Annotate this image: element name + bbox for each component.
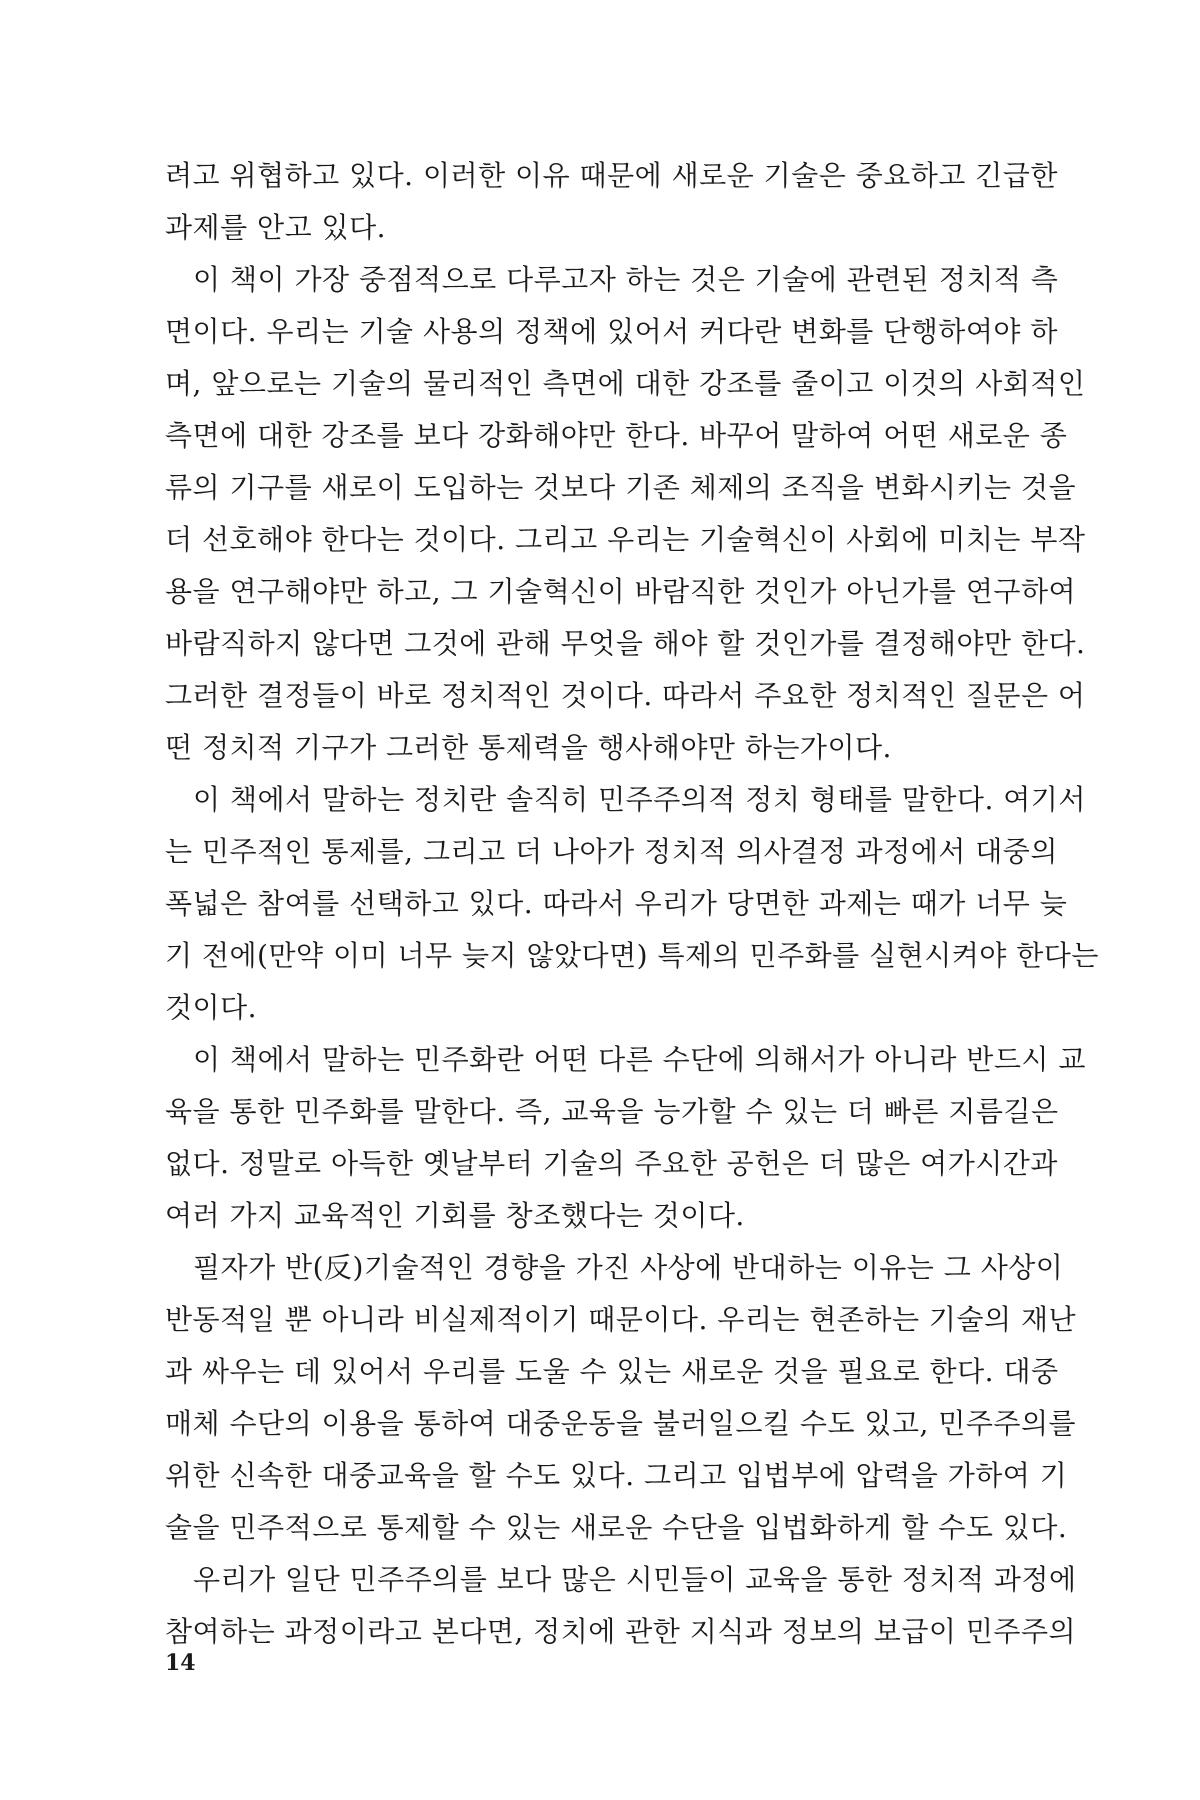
- paragraph-start-line: 이 책에서 말하는 정치란 솔직히 민주주의적 정치 형태를 말한다. 여기서: [193, 783, 1086, 816]
- text-line: 참여하는 과정이라고 본다면, 정치에 관한 지식과 정보의 보급이 민주주의: [165, 1615, 1077, 1648]
- text-line: 반동적일 뿐 아니라 비실제적이기 때문이다. 우리는 현존하는 기술의 재난: [165, 1303, 1077, 1336]
- text-line: 는 민주적인 통제를, 그리고 더 나아가 정치적 의사결정 과정에서 대중의: [165, 835, 1058, 868]
- text-line: 술을 민주적으로 통제할 수 있는 새로운 수단을 입법화하게 할 수도 있다.: [165, 1511, 1068, 1544]
- text-line: 매체 수단의 이용을 통하여 대중운동을 불러일으킬 수도 있고, 민주주의를: [165, 1407, 1077, 1440]
- text-line: 폭넓은 참여를 선택하고 있다. 따라서 우리가 당면한 과제는 때가 너무 늦: [165, 887, 1068, 920]
- paragraph-start-line: 이 책이 가장 중점적으로 다루고자 하는 것은 기술에 관련된 정치적 측: [193, 263, 1059, 296]
- text-line: 그러한 결정들이 바로 정치적인 것이다. 따라서 주요한 정치적인 질문은 어: [165, 679, 1086, 712]
- text-line: 더 선호해야 한다는 것이다. 그리고 우리는 기술혁신이 사회에 미치는 부작: [165, 523, 1086, 556]
- text-line: 위한 신속한 대중교육을 할 수도 있다. 그리고 입법부에 압력을 가하여 기: [165, 1459, 1068, 1492]
- text-line: 과제를 안고 있다.: [165, 211, 387, 244]
- text-line: 떤 정치적 기구가 그러한 통제력을 행사해야만 하는가이다.: [165, 731, 892, 764]
- text-line: 바람직하지 않다면 그것에 관해 무엇을 해야 할 것인가를 결정해야만 한다.: [165, 627, 1086, 660]
- text-line: 며, 앞으로는 기술의 물리적인 측면에 대한 강조를 줄이고 이것의 사회적인: [165, 367, 1086, 400]
- text-line: 없다. 정말로 아득한 옛날부터 기술의 주요한 공헌은 더 많은 여가시간과: [165, 1147, 1058, 1180]
- paragraph-start-line: 필자가 반(反)기술적인 경향을 가진 사상에 반대하는 이유는 그 사상이: [193, 1251, 1064, 1284]
- text-line: 것이다.: [165, 991, 258, 1024]
- text-line: 기 전에(만약 이미 너무 늦지 않았다면) 특제의 민주화를 실현시켜야 한다는: [165, 939, 1099, 972]
- text-line: 육을 통한 민주화를 말한다. 즉, 교육을 능가할 수 있는 더 빠른 지름길은: [165, 1095, 1059, 1128]
- text-line: 용을 연구해야만 하고, 그 기술혁신이 바람직한 것인가 아닌가를 연구하여: [165, 575, 1077, 608]
- text-line: 면이다. 우리는 기술 사용의 정책에 있어서 커다란 변화를 단행하여야 하: [165, 315, 1058, 348]
- paragraph-start-line: 이 책에서 말하는 민주화란 어떤 다른 수단에 의해서가 아니라 반드시 교: [193, 1043, 1086, 1076]
- text-line: 측면에 대한 강조를 보다 강화해야만 한다. 바꾸어 말하여 어떤 새로운 종: [165, 419, 1068, 452]
- paragraph-start-line: 우리가 일단 민주주의를 보다 많은 시민들이 교육을 통한 정치적 과정에: [193, 1563, 1077, 1596]
- text-line: 과 싸우는 데 있어서 우리를 도울 수 있는 새로운 것을 필요로 한다. 대중: [165, 1355, 1059, 1388]
- text-line: 류의 기구를 새로이 도입하는 것보다 기존 체제의 조직을 변화시키는 것을: [165, 471, 1077, 504]
- text-line: 려고 위협하고 있다. 이러한 이유 때문에 새로운 기술은 중요하고 긴급한: [165, 159, 1058, 192]
- text-line: 여러 가지 교육적인 기회를 창조했다는 것이다.: [165, 1199, 745, 1232]
- page-number: 14: [165, 1650, 196, 1676]
